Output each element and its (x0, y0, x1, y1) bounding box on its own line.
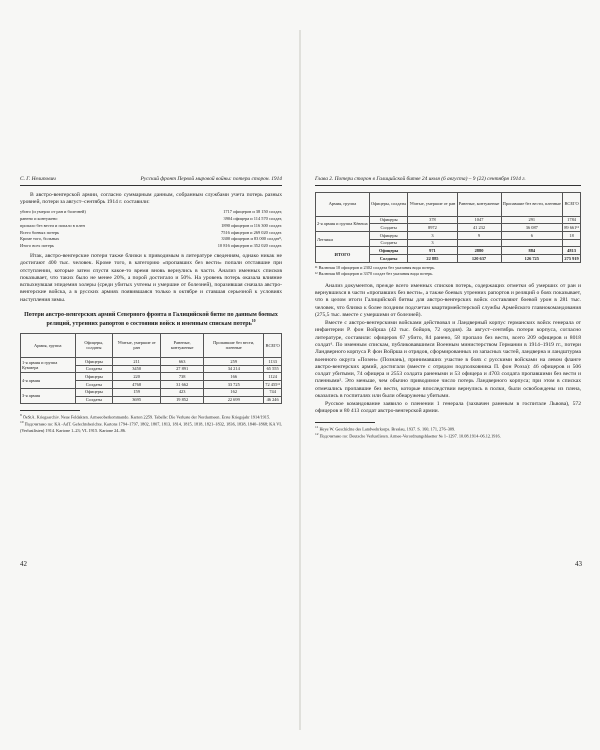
table-row: Летчики Офицеры 3 9 6 18 (316, 232, 581, 240)
loss-row: пропало без вести и попало в плен 1890 офицеров и 116 300 солдат. (20, 222, 282, 228)
right-paragraph-2: Вместе с австро-венгерскими войсками действовал и Ландверный корпус германских войск генерала от инфантерии Р. фон Войрша (42 тыс. бойцов, 72 орудия). За август–сентябрь потери корпуса, согласно литературе, составили: офицеров 67 убито, 84 ранено, 58 пропало без вести, всего 209 офицеров и 8018 солдат¹. По именным спискам, публиковавшимся Военным министерством Германии в 1914–1919 гг., потери Ландверного корпуса Р. фон Войрша и отрядов, сформированных из запасных частей, ландверна и ландштурма военного округа «Позен» (Познань), принимавших участие в боях с русскими войсками на левом фланге австро-венгерских армий, достигали (вместе с отрядом подполковника П. фон Роэза): 46 офицеров и 506 солдат убитыми, 74 офицера и 2553 солдата ранеными и 53 офицера и 4703 солдата пропавшими без вести и пленными². Это меньше, чем обычно приводимое число потерь Ландверного корпуса; при этом в списках отмечались пропавшие без вести, которые впоследствии вернулись в полки, были освобождены из плена, оказались в госпиталях или были обнаружены убитыми. (315, 320, 581, 399)
table-row: 2-я армия и группа Кёвеша Офицеры 378 1047 291 1784 (316, 216, 581, 224)
right-loss-table (315, 192, 581, 263)
footnote-rule (315, 422, 375, 423)
table-notes (315, 265, 581, 277)
left-head-author: С. Г. Нелипович (20, 176, 56, 182)
left-paragraph-1: В австро-венгерской армии, согласно суммарным данным, собранным службами учета потерь разных уровней, потери за август–сентябрь 1914 г. составили: (20, 191, 282, 205)
table-row: Солдаты 4768 31 662 33 725 72 455¹¹ (21, 381, 282, 389)
table-row: Солдаты 3695 19 852 22 699 46 246 (21, 396, 282, 404)
footnote: $^{10}$ Подсчитано по: KA -AdT. Gefechtsberichte. Kartons 1794–1797, 1802, 1807, 1813, 1814, 1815, 1818, 1821–1832, 1836, 1838, 1840–1868; KA VL (Verlustlisten) 1914. Kartone 1–23; VL 1915. Kartone 24–86. (20, 420, 282, 433)
left-page (20, 176, 282, 433)
right-page (315, 176, 581, 439)
left-loss-table (20, 333, 282, 404)
left-page-number: 42 (20, 560, 27, 568)
footnote-rule (20, 410, 80, 411)
table-row: Солдаты 8972 41 232 36 087 89 661¹² (316, 224, 581, 232)
left-running-head (20, 176, 282, 186)
table-total-row: ИТОГО Офицеры 971 2880 884 4813 (316, 247, 581, 255)
table-note: ¹¹ Включая 10 офицеров и 2302 солдата без указания вида потерь. (315, 264, 436, 270)
book-gutter (299, 30, 301, 730)
right-head-title: Глава 2. Потери сторон в Галицийской битве 24 июля (6 августа) – 9 (22) сентября 1914 г. (315, 176, 526, 182)
loss-row: Кроме того, больных 3300 офицеров и 83 000 солдат⁹, (20, 236, 282, 242)
table-row: 1-я армия и группа Куммера Офицеры 211 663 259 1133 (21, 358, 282, 366)
footnote: $^{11}$ Heye W. Geschichte des Landwehrkorps. Breslau, 1937. S. 160, 171, 276–309. (315, 424, 456, 432)
footnote: $^{12}$ Подсчитано по: Deutsche Verlustlisten. Armee-Verordnungsblaetter № 1–1297. 10.08.1914–06.12.1916. (315, 431, 501, 439)
loss-summary-list (20, 209, 282, 250)
right-paragraph-1: Анализ документов, прежде всего именных списков потерь, содержащих отметки об умерших от ран и вернувшихся в части «пропавших без вести», а также боевых утренних рапортов и реляций о боях показывает, что в целом итоги Галицийской битвы для австро-венгерских войск составляют боевой урон в 281 тыс. человек, что близко к более поздним подсчетам квартирмейстерской службы Армейского главнокомандования (275,5 тыс. вместе с умершими от болезней). (315, 282, 581, 318)
left-head-title: Русский фронт Первой мировой войны: потери сторон. 1914 (140, 176, 282, 182)
loss-row: Всего боевых потерь 7516 офицеров и 269 020 солдат. (20, 229, 282, 235)
table-header-row: Армия, группа Офицеры, солдаты Убитые, умершие от ран Раненые, контуженые Пропавшие без вести, пленные ВСЕГО (316, 192, 581, 216)
loss-row: убито (и умерло от ран и болезней) 1717 офицеров и 38 150 солдат, (20, 209, 282, 215)
table-row: Солдаты 3450 27 891 34 214 65 555 (21, 365, 282, 373)
right-page-number: 43 (575, 560, 582, 568)
right-paragraph-3: Русское командование заявило о пленении 1 генерала (захвачен раненым в госпитале Львова), 572 офицеров и 80 413 солдат австро-венгерской армии. (315, 401, 581, 415)
loss-row: ранено и контужено 3904 офицера и 114 570 солдат, (20, 215, 282, 221)
right-running-head (315, 176, 581, 186)
table-total-row: Солдаты 22 885 120 637 126 725 275 919 (316, 255, 581, 263)
table-note: ¹² Включая 68 офицеров и 3370 солдат без указания вида потерь. (315, 270, 434, 276)
left-table-title: Потери австро-венгерских армий Северного фронта в Галицийской битве по данным боевых реляций, утренних рапортов о состоянии войск и именным спискам потерь$^{10}$ (24, 311, 278, 328)
left-paragraph-2: Итак, австро-венгерские потери также близки к приводимым в литературе сведениям, однако никак не достигают 400 тыс. человек. Кроме того, в категорию «пропавших без вести» попали отставшие при отступлении, которые затем спустя какое-то время вновь вернулись в части. Анализ именных списков показывает, что таких было не менее 20%, а порой достигало и 50%. На уровень потерь оказала влияние вспыхнувшая эпидемия холеры (среди убитых учтены и умершие от болезней), поразившая сначала австро-венгерские войска, а в русских армиях появившаяся только в октябре и ставшая серьезной к условиях наступления зимы. (20, 253, 282, 303)
loss-row: Итого всех потерь 10 816 офицеров и 352 020 солдат. (20, 243, 282, 249)
footnote: $^9$ ÖeStA. Kriegsarchiv. Neue Feldakten. Armeeoberkommando. Karton 2259. Tabelle: Die Verluste der Nordarmeen. Erste Kriegsjahr 1914/1915. (20, 413, 271, 420)
table-row: 3-я армия Офицеры 159 423 162 744 (21, 388, 282, 396)
table-row: Солдаты 3 (316, 239, 581, 247)
table-row: 4-я армия Офицеры 220 738 166 1124 (21, 373, 282, 381)
table-header-row: Армия, группа Офицеры, солдаты Убитые, умершие от ран Раненые, контуженые Пропавшие без вести, пленные ВСЕГО (21, 333, 282, 357)
